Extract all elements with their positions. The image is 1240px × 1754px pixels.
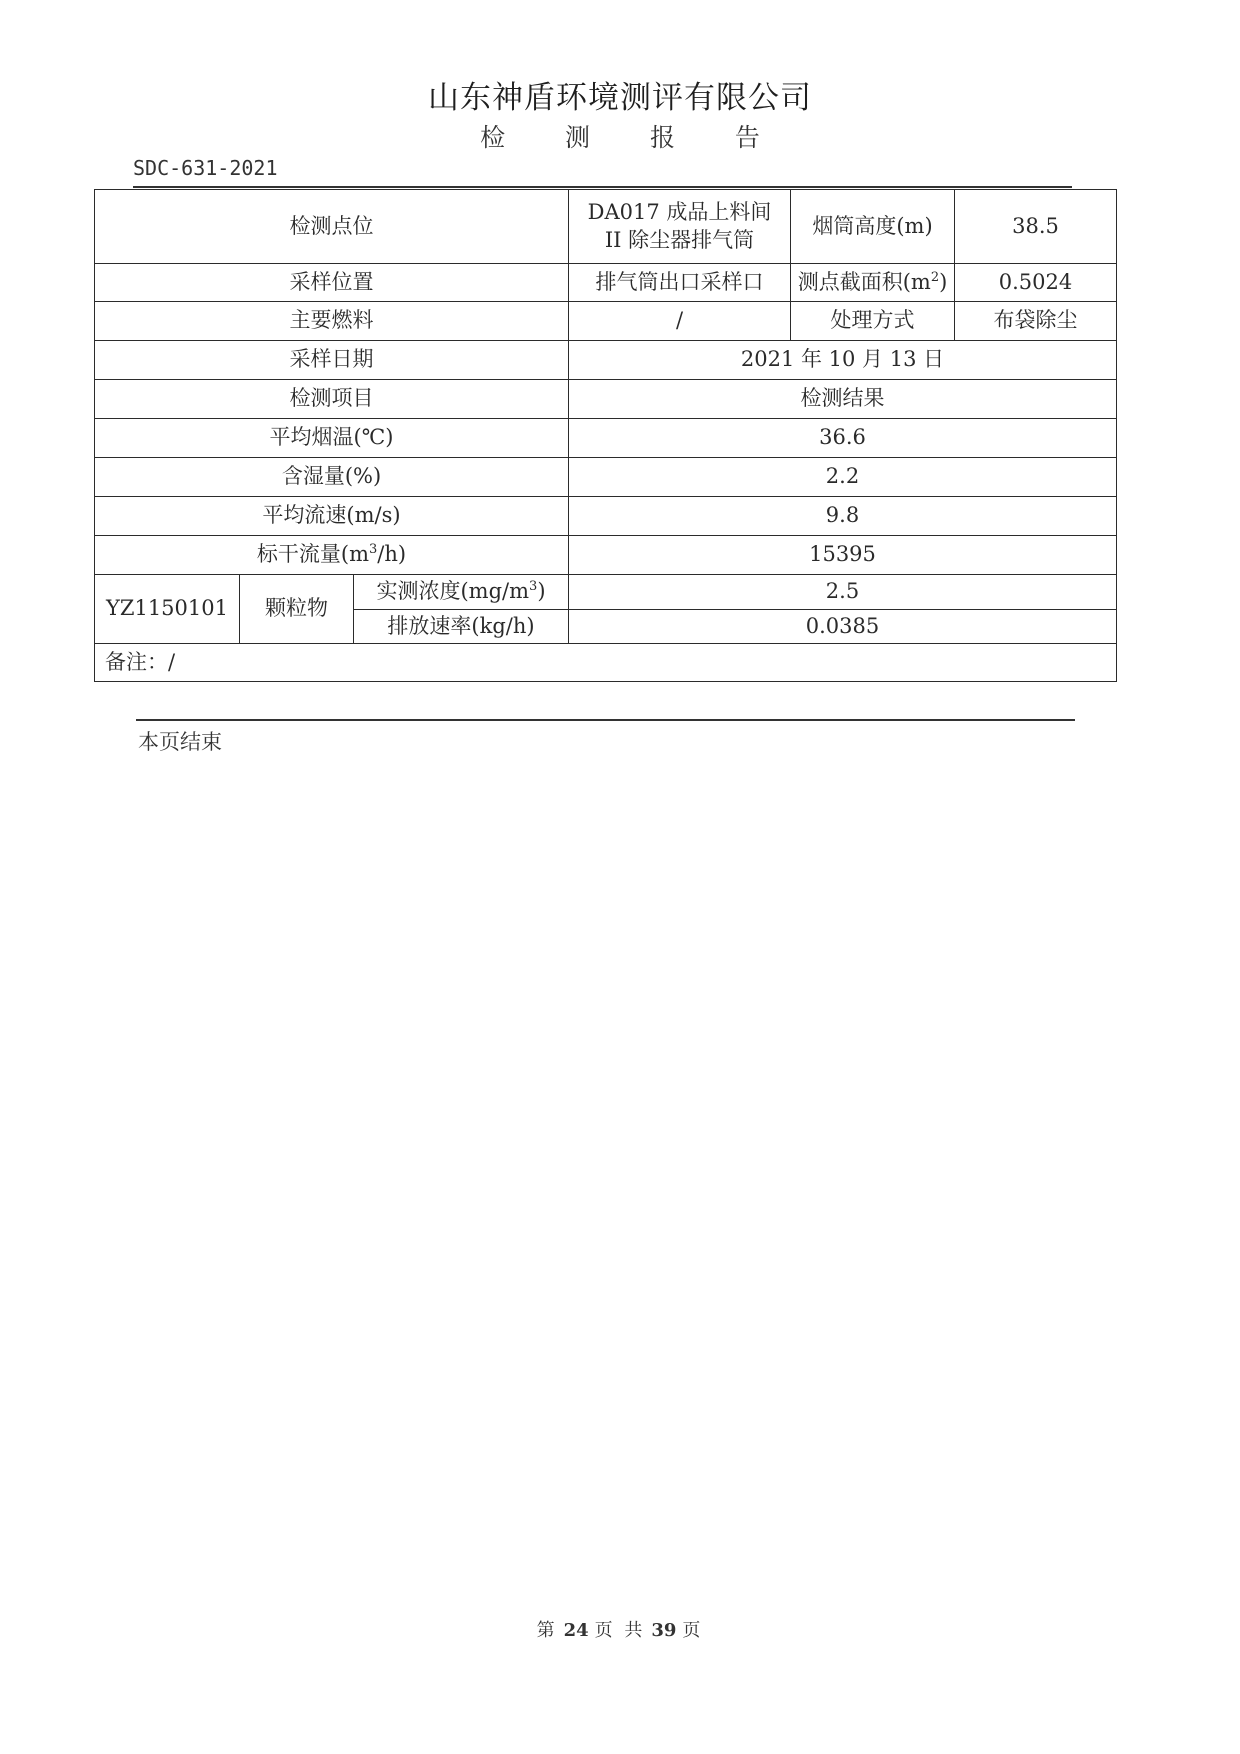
total-pages-number: 39 [651,1620,677,1641]
stack-height-value: 38.5 [955,190,1117,264]
footer-middle: 页 共 [594,1620,646,1641]
std-flow-value: 15395 [569,536,1117,575]
sampling-location-label: 采样位置 [95,264,569,302]
moisture-value: 2.2 [569,458,1117,497]
table-row [95,190,1117,264]
monitoring-point-value-line1: DA017 成品上料间 [587,200,772,225]
section-area-label-sup: 2 [930,269,940,285]
std-flow-label [95,536,569,575]
table-row [95,264,1117,302]
monitoring-results-table [94,189,1117,682]
section-area-value: 0.5024 [955,264,1117,302]
concentration-value: 2.5 [569,575,1117,610]
sample-id: YZ1150101 [95,575,240,644]
table-row [95,536,1117,575]
remarks: 备注：/ [95,644,1117,682]
emission-rate-value: 0.0385 [569,610,1117,644]
end-divider [136,719,1075,721]
footer-prefix: 第 [536,1620,558,1641]
concentration-label-end: ) [537,579,546,604]
table-row [95,341,1117,380]
page-end-note: 本页结束 [138,730,222,754]
monitoring-point-value-line2: II 除尘器排气筒 [604,227,755,252]
company-name: 山东神盾环境测评有限公司 [428,80,812,116]
main-fuel-label: 主要燃料 [95,302,569,341]
std-flow-label-main: 标干流量(m [256,542,370,567]
report-number: SDC-631-2021 [133,156,278,180]
table-row [95,458,1117,497]
avg-velocity-label: 平均流速(m/s) [95,497,569,536]
table-header-row [95,380,1117,419]
sampling-date-label: 采样日期 [95,341,569,380]
monitoring-point-value [569,190,791,264]
table-row [95,575,1117,610]
sampling-date-value: 2021 年 10 月 13 日 [569,341,1117,380]
document-type: 检 测 报 告 [480,123,786,152]
avg-temp-value: 36.6 [569,419,1117,458]
table-row [95,302,1117,341]
avg-temp-label: 平均烟温(℃) [95,419,569,458]
concentration-label [354,575,569,610]
emission-rate-label: 排放速率(kg/h) [354,610,569,644]
section-area-label [791,264,955,302]
moisture-label: 含湿量(%) [95,458,569,497]
current-page-number: 24 [563,1620,589,1641]
footer-suffix: 页 [682,1620,704,1641]
item-header: 检测项目 [95,380,569,419]
concentration-label-sup: 3 [529,579,538,595]
result-header: 检测结果 [569,380,1117,419]
table-row [95,419,1117,458]
header-divider [133,186,1072,188]
std-flow-label-end: /h) [377,542,407,567]
section-area-label-end: ) [939,269,948,294]
concentration-label-main: 实测浓度(mg/m [376,579,530,604]
page-footer [0,1616,1240,1642]
remarks-row [95,644,1117,682]
std-flow-label-sup: 3 [369,542,378,558]
stack-height-label: 烟筒高度(m) [791,190,955,264]
section-area-label-main: 测点截面积(m [797,269,931,294]
main-fuel-value: / [569,302,791,341]
pollutant-name: 颗粒物 [240,575,354,644]
avg-velocity-value: 9.8 [569,497,1117,536]
treatment-value: 布袋除尘 [955,302,1117,341]
monitoring-point-label: 检测点位 [95,190,569,264]
table-row [95,497,1117,536]
treatment-label: 处理方式 [791,302,955,341]
sampling-location-value: 排气筒出口采样口 [569,264,791,302]
